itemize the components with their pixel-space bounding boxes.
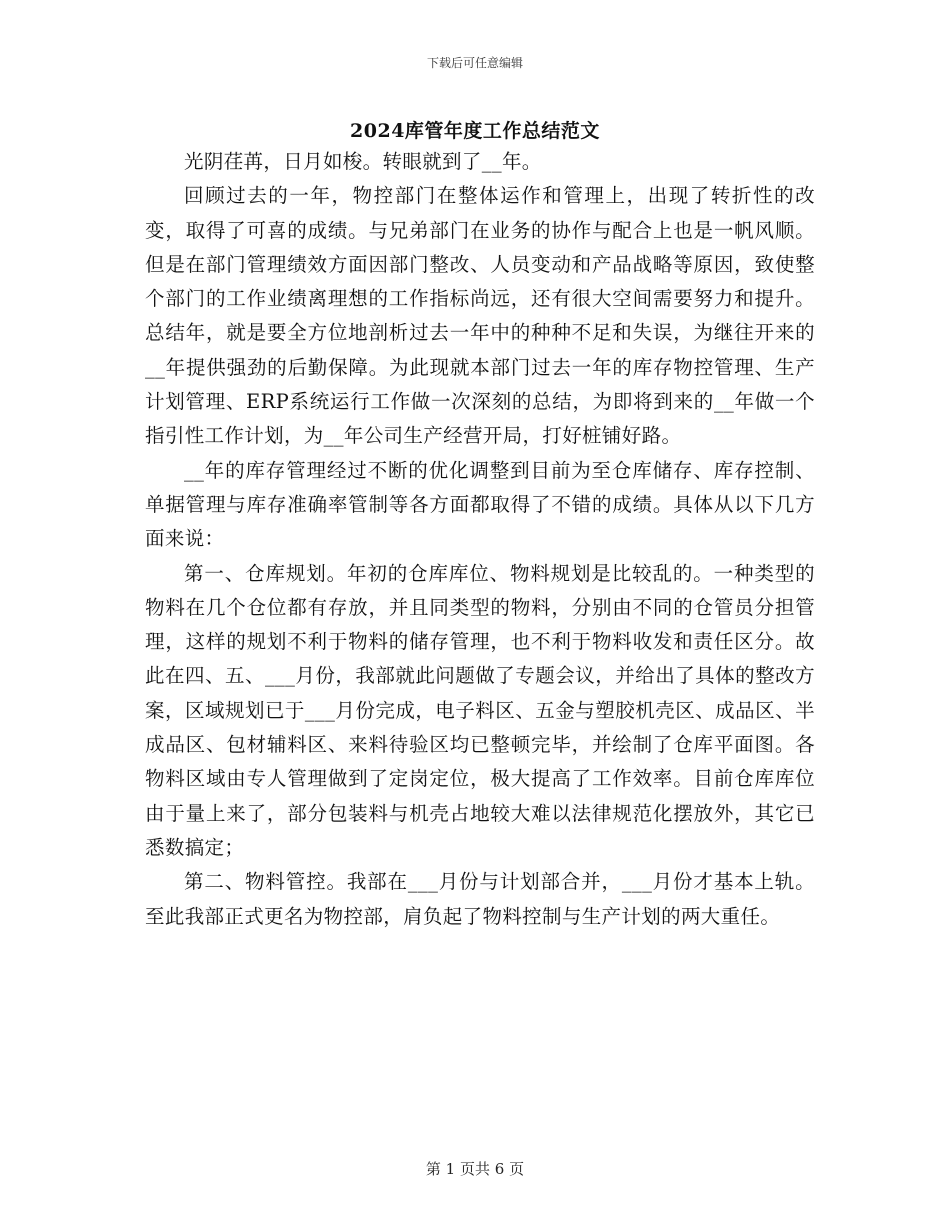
paragraph: 第二、物料管控。我部在___月份与计划部合并，___月份才基本上轨。至此我部正式更名为物控部，肩负起了物料控制与生产计划的两大重任。 bbox=[145, 870, 815, 928]
paragraph: 光阴荏苒，日月如梭。转眼就到了__年。 bbox=[184, 150, 542, 173]
document-title: 2024库管年度工作总结范文 bbox=[350, 120, 600, 142]
paragraph: __年的库存管理经过不断的优化调整到目前为至仓库储存、库存控制、单据管理与库存准确率管制等各方面都取得了不错的成绩。具体从以下几方面来说： bbox=[145, 458, 815, 551]
document-body bbox=[145, 145, 815, 934]
page-footer: 第 1 页共 6 页 bbox=[425, 1160, 525, 1178]
paragraph: 第一、仓库规划。年初的仓库库位、物料规划是比较乱的。一种类型的物料在几个仓位都有存放，并且同类型的物料，分别由不同的仓管员分担管理，这样的规划不利于物料的储存管理，也不利于物料收发和责任区分。故此在四、五、___月份，我部就此问题做了专题会议，并给出了具体的整改方案，区域规划已于___月份完成，电子料区、五金与塑胶机壳区、成品区、半成品区、包材辅料区、来料待验区均已整顿完毕，并绘制了仓库平面图。各物料区域由专人管理做到了定岗定位，极大提高了工作效率。目前仓库库位由于量上来了，部分包装料与机壳占地较大难以法律规范化摆放外，其它已悉数搞定； bbox=[145, 561, 815, 859]
paragraph: 回顾过去的一年，物控部门在整体运作和管理上，出现了转折性的改变，取得了可喜的成绩。与兄弟部门在业务的协作与配合上也是一帆风顺。但是在部门管理绩效方面因部门整改、人员变动和产品战略等原因，致使整个部门的工作业绩离理想的工作指标尚远，还有很大空间需要努力和提升。总结年，就是要全方位地剖析过去一年中的种种不足和失误，为继往开来的__年提供强劲的后勤保障。为此现就本部门过去一年的库存物控管理、生产计划管理、ERP系统运行工作做一次深刻的总结，为即将到来的__年做一个指引性工作计划，为__年公司生产经营开局，打好桩铺好路。 bbox=[145, 184, 815, 448]
header-note: 下载后可任意编辑 bbox=[426, 56, 523, 70]
